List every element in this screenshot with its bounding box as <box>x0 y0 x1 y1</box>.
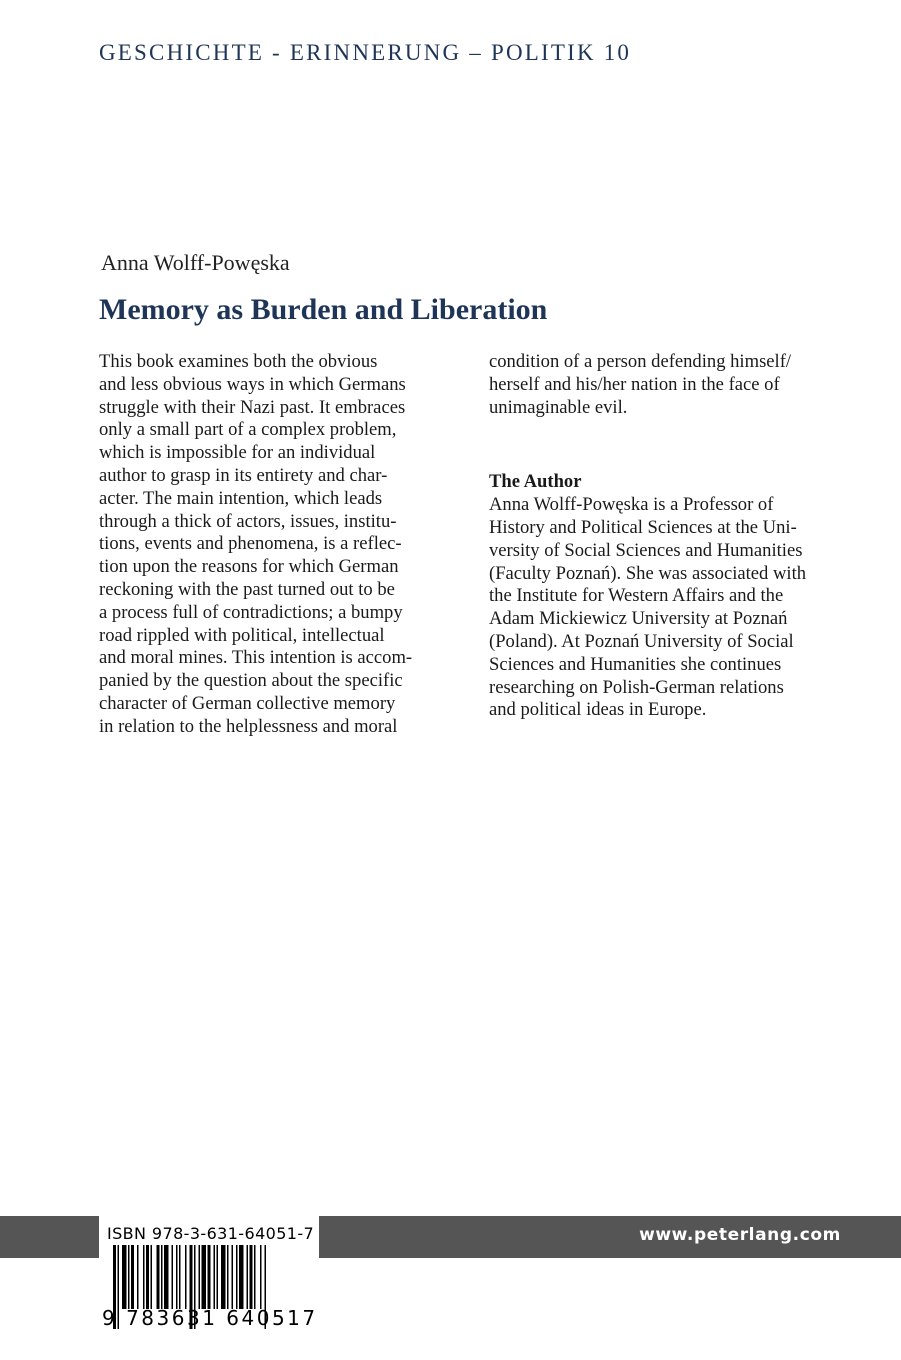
isbn-label: ISBN 978-3-631-64051-7 <box>107 1224 315 1243</box>
barcode-bar <box>137 1245 139 1309</box>
barcode-bar <box>199 1245 201 1309</box>
description-line: road rippled with political, intellectual <box>99 624 385 646</box>
barcode-bar <box>214 1245 216 1309</box>
barcode-bar <box>172 1245 174 1309</box>
barcode-bar <box>157 1245 160 1309</box>
description-line: tion upon the reasons for which German <box>99 556 399 578</box>
author-bio-line: History and Political Sciences at the Uni- <box>489 516 797 538</box>
description-line: panied by the question about the specific <box>99 670 403 692</box>
description-line: through a thick of actors, issues, institu- <box>99 510 397 532</box>
description-line: in relation to the helplessness and moral <box>99 715 398 737</box>
barcode-bar <box>239 1245 244 1309</box>
description-line: and moral mines. This intention is accom- <box>99 647 413 669</box>
description-line: herself and his/her nation in the face of <box>489 373 780 395</box>
series-title: GESCHICHTE - ERINNERUNG – POLITIK 10 <box>99 40 632 65</box>
barcode-bar <box>232 1245 234 1309</box>
author-bio-line: Adam Mickiewicz University at Poznań <box>489 608 788 630</box>
description-line: reckoning with the past turned out to be <box>99 578 395 600</box>
barcode-bar <box>260 1245 262 1309</box>
barcode-bar <box>131 1245 134 1309</box>
description-continued <box>489 351 849 419</box>
description-line: a process full of contradictions; a bumpy <box>99 601 403 623</box>
author-bio-line: Sciences and Humanities she continues <box>489 653 782 675</box>
barcode-bar <box>179 1245 181 1309</box>
description-line: and less obvious ways in which Germans <box>99 373 406 395</box>
barcode-bar <box>146 1245 149 1309</box>
description-line: unimaginable evil. <box>489 396 628 418</box>
about-author-text <box>489 494 849 722</box>
description-line: character of German collective memory <box>99 692 396 714</box>
barcode-bar <box>164 1245 169 1309</box>
barcode-bar <box>217 1245 219 1309</box>
barcode-bar <box>161 1245 163 1309</box>
barcode-bar <box>247 1245 249 1309</box>
barcode-bar <box>122 1245 127 1309</box>
author-bio-line: Anna Wolff-Powęska is a Professor of <box>489 494 774 516</box>
author-name: Anna Wolff-Powęska <box>101 250 290 275</box>
description-line: condition of a person defending himself/ <box>489 351 792 372</box>
barcode-bar <box>202 1245 207 1309</box>
author-bio-line: and political ideas in Europe. <box>489 699 707 721</box>
description-line: only a small part of a complex problem, <box>99 419 397 441</box>
publisher-website[interactable]: www.peterlang.com <box>639 1225 841 1245</box>
barcode-bar <box>254 1245 256 1309</box>
description-line: acter. The main intention, which leads <box>99 487 383 509</box>
description-line: struggle with their Nazi past. It embraces <box>99 396 406 418</box>
author-bio-line: (Faculty Poznań). She was associated with <box>489 562 807 584</box>
author-bio-line: researching on Polish-German relations <box>489 676 784 698</box>
description-line: which is impossible for an individual <box>99 442 376 464</box>
description-line: tions, events and phenomena, is a reflec- <box>99 533 402 555</box>
about-author-heading: The Author <box>489 471 582 493</box>
barcode-bar <box>143 1245 145 1309</box>
barcode-bar <box>236 1245 238 1309</box>
barcode-digits: 9 783631 640517 <box>102 1306 318 1330</box>
barcode-bar <box>227 1245 229 1309</box>
author-bio-line: the Institute for Western Affairs and the <box>489 585 784 607</box>
barcode-bar <box>185 1245 187 1309</box>
barcode-bar <box>221 1245 226 1309</box>
barcode-bar <box>176 1245 178 1309</box>
barcode-bar <box>128 1245 130 1309</box>
book-title: Memory as Burden and Liberation <box>99 293 548 326</box>
description-line: This book examines both the obvious <box>99 351 378 372</box>
description-column-left <box>99 351 449 739</box>
description-column-right <box>489 351 849 722</box>
barcode-bar <box>250 1245 253 1309</box>
barcode-bar <box>208 1245 211 1309</box>
barcode-bar <box>151 1245 153 1309</box>
description-line: author to grasp in its entirety and char- <box>99 464 388 486</box>
author-bio-line: (Poland). At Poznań University of Social <box>489 630 794 652</box>
author-bio-line: versity of Social Sciences and Humanities <box>489 539 803 561</box>
